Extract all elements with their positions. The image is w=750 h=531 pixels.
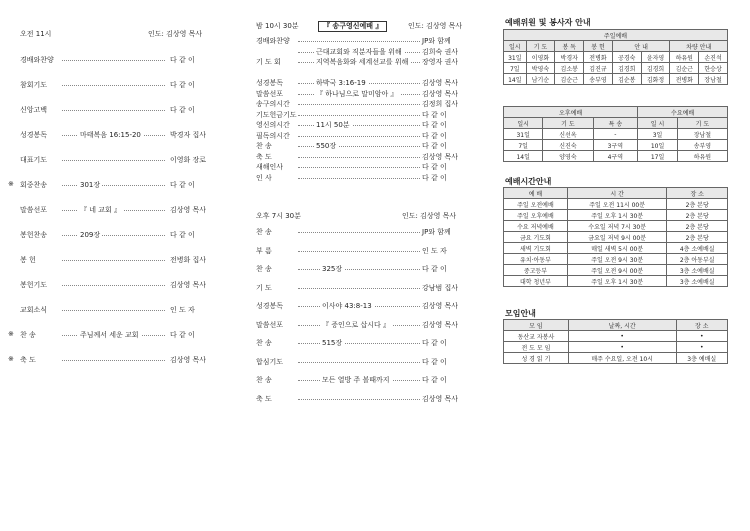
order-row	[250, 78, 470, 88]
order-row	[250, 131, 470, 141]
table-header-cell: 기 도	[526, 41, 555, 52]
order-label: 경배와찬양	[256, 37, 290, 45]
table-cell: 2층 본당	[667, 210, 728, 221]
evening-title: 밤 10시 30분	[256, 22, 299, 30]
table-cell: 이영화	[526, 52, 555, 63]
order-person: 강남범 집사	[422, 283, 459, 292]
table-header-cell: 봉 독	[555, 41, 584, 52]
table-header-cell: 모 임	[504, 320, 569, 331]
table-cell: 양영숙	[543, 151, 593, 162]
table-row	[504, 52, 728, 63]
order-person: 김희숙 권사	[422, 47, 459, 56]
table-row	[504, 276, 728, 287]
table-cell: 전병화	[584, 52, 613, 63]
dotted-leader	[298, 104, 420, 105]
order-row	[250, 68, 470, 78]
order-row	[250, 320, 470, 330]
table-cell: 전 도 모 임	[504, 342, 569, 353]
order-detail: 주님께서 세운 교회	[80, 331, 139, 339]
order-label: 찬 송	[256, 228, 272, 236]
table-row	[504, 63, 728, 74]
order-row	[0, 130, 240, 140]
volunteer-heading: 예배위원 및 봉사자 안내	[505, 18, 591, 27]
order-person: 다 같 이	[170, 231, 195, 239]
order-row	[0, 305, 240, 315]
evening-heading: 『 송구영신예배 』	[318, 21, 387, 32]
table-row	[504, 342, 728, 353]
order-row	[0, 280, 240, 290]
table-cell: 새벽 기도회	[504, 243, 568, 254]
table-cell: 2층 본당	[667, 221, 728, 232]
mark-icon: ※	[8, 330, 14, 338]
order-detail: 이사야 43:8-13	[322, 302, 372, 310]
order-label: 기 도	[256, 283, 272, 292]
order-label: 봉 헌	[20, 256, 36, 264]
order-person: 김상영 목사	[422, 79, 459, 87]
table-cell: 장남철	[699, 74, 728, 85]
table-cell: 7일	[504, 63, 527, 74]
order-person: 다 같 이	[170, 331, 195, 339]
order-detail: 『 증인으로 삽시다 』	[322, 320, 391, 329]
order-person: 김상영 목사	[170, 206, 207, 214]
table-cell: 2층 아동부실	[667, 254, 728, 265]
order-person: 김상영 목사	[170, 281, 207, 289]
table-cell: •	[568, 331, 676, 342]
dotted-leader	[298, 232, 420, 233]
table-cell: 주일 오전 9시 30분	[567, 254, 667, 265]
sunday-caption: 주일예배	[504, 30, 728, 41]
table-cell: 매일 새벽 5시 00분	[567, 243, 667, 254]
order-label: 기도헌금기도	[256, 110, 297, 119]
table-cell: •	[676, 331, 727, 342]
table-cell: 주일 오전 11시 00분	[567, 199, 667, 210]
order-label: 축 도	[256, 152, 272, 161]
order-label: 교회소식	[20, 306, 48, 314]
dotted-leader	[298, 41, 420, 42]
dotted-leader	[298, 167, 420, 168]
evening-leader: 인도: 김상영 목사	[408, 22, 463, 30]
table-cell: 박경자	[555, 52, 584, 63]
table-header-cell: 일 시	[638, 118, 678, 129]
table-cell: 17일	[638, 151, 678, 162]
order-label: 말씀선포	[256, 320, 284, 329]
table-cell: 손진석	[699, 52, 728, 63]
table-header-cell: 장 소	[667, 188, 728, 199]
dotted-leader	[298, 269, 420, 270]
order-label: 말씀선포	[20, 206, 48, 214]
order-label: 성경봉독	[256, 79, 284, 87]
pm-volunteer-table	[503, 106, 728, 162]
afternoon-title: 오후 7시 30분	[256, 212, 301, 220]
order-person: 다 같 이	[170, 106, 195, 114]
order-person: 김정희 집사	[422, 100, 459, 108]
order-row	[250, 120, 470, 130]
table-header-cell: 기 도	[543, 118, 593, 129]
order-person: 다 같 이	[422, 131, 447, 140]
evening-service	[250, 0, 470, 531]
order-label: 기 도 회	[256, 58, 281, 66]
order-person: JP와 함께	[422, 37, 451, 45]
dotted-leader	[62, 360, 165, 361]
order-label: 찬 송	[256, 339, 272, 347]
order-person: 다 같 이	[422, 173, 447, 182]
table-row	[504, 331, 728, 342]
table-cell: 성 경 읽 기	[504, 353, 569, 364]
order-detail: 515장	[322, 339, 343, 347]
table-header-cell: 안 내	[612, 41, 670, 52]
meetings-heading: 모임안내	[505, 309, 536, 318]
order-row	[250, 246, 470, 256]
morning-leader: 인도: 김상영 목사	[148, 30, 203, 38]
dotted-leader	[298, 399, 420, 400]
order-label: 성경봉독	[256, 302, 284, 310]
table-cell: 동산교 자봉사	[504, 331, 569, 342]
order-row	[250, 141, 470, 151]
order-row	[250, 173, 470, 183]
table-cell: 신진숙	[543, 140, 593, 151]
table-cell: 31일	[504, 129, 543, 140]
order-label: 합심기도	[256, 357, 284, 366]
table-cell: 신선옥	[543, 129, 593, 140]
meetings-table	[503, 319, 728, 364]
order-person: 전병화 집사	[170, 256, 207, 264]
order-person: 김상영 목사	[170, 356, 207, 364]
order-row	[0, 330, 240, 340]
dotted-leader	[298, 251, 420, 252]
order-label: 필독의시간	[256, 131, 290, 140]
order-label: 찬 송	[20, 331, 36, 339]
service-times-table	[503, 187, 728, 287]
table-cell: 14일	[504, 151, 543, 162]
order-person: 다 같 이	[422, 121, 447, 129]
order-person: 장영자 권사	[422, 58, 459, 66]
table-cell: 31일	[504, 52, 527, 63]
table-header-cell: 특 송	[593, 118, 638, 129]
table-header-cell: 기 도	[677, 118, 727, 129]
order-row	[0, 180, 240, 190]
table-cell: 송부영	[677, 140, 727, 151]
order-label: 경배와찬양	[20, 56, 54, 64]
table-row	[504, 140, 728, 151]
table-cell: 김순근	[555, 74, 584, 85]
order-person: JP와 함께	[422, 228, 451, 236]
table-cell: 윤자영	[641, 52, 670, 63]
table-cell: 한승상	[699, 63, 728, 74]
table-cell: 주일 오후 1시 30분	[567, 210, 667, 221]
table-header-cell: 일시	[504, 118, 543, 129]
table-header-cell: 예 배	[504, 188, 568, 199]
mark-icon: ※	[8, 180, 14, 188]
order-person: 다 같 이	[170, 81, 195, 89]
order-row	[0, 230, 240, 240]
order-detail: 마태복음 16:15-20	[80, 131, 141, 139]
order-row	[250, 162, 470, 172]
order-person: 이영화 장로	[170, 156, 207, 164]
table-cell: 주일 오후 1시 30분	[567, 276, 667, 287]
table-header-cell: 일시	[504, 41, 527, 52]
order-person: 다 같 이	[422, 376, 447, 384]
table-cell: 7일	[504, 140, 543, 151]
order-label: 찬 송	[256, 376, 272, 384]
order-label: 인 사	[256, 173, 272, 182]
table-cell: 2층 본당	[667, 199, 728, 210]
order-person: 박경자 집사	[170, 131, 207, 139]
order-detail: 하박국 3:16-19	[316, 79, 366, 87]
table-row	[504, 199, 728, 210]
order-detail: 지역복음화와 세계선교를 위해	[316, 58, 409, 66]
order-person: 김상영 목사	[422, 302, 459, 310]
pm-caption: 오후예배	[504, 107, 638, 118]
table-cell: 3층 소예배실	[667, 276, 728, 287]
table-cell: 10일	[638, 140, 678, 151]
table-cell: 유치·아동부	[504, 254, 568, 265]
order-label: 봉헌기도	[20, 281, 48, 289]
table-cell: 금요 기도회	[504, 232, 568, 243]
order-row	[250, 283, 470, 293]
table-cell: •	[676, 342, 727, 353]
order-person: 인 도 자	[422, 246, 447, 255]
order-row	[250, 57, 470, 67]
order-row	[250, 110, 470, 120]
order-label: 말씀선포	[256, 89, 284, 98]
order-detail: 550장	[316, 142, 337, 150]
order-detail: 모든 열방 주 볼때까지	[322, 376, 390, 384]
order-label: 송구의시간	[256, 100, 290, 108]
order-label: 대표기도	[20, 156, 48, 164]
order-person: 김상영 목사	[422, 152, 459, 161]
order-label: 찬 송	[256, 265, 272, 273]
morning-title: 오전 11시	[20, 30, 52, 38]
dotted-leader	[62, 260, 165, 261]
order-label: 축 도	[256, 394, 272, 403]
dotted-leader	[298, 178, 420, 179]
table-header-cell: 시 간	[567, 188, 667, 199]
order-label: 참회기도	[20, 81, 48, 89]
order-label: 새해인사	[256, 163, 284, 171]
table-cell: 3층 소예배실	[667, 265, 728, 276]
table-cell: 주일 오후예배	[504, 210, 568, 221]
order-label: 성경봉독	[20, 131, 48, 139]
order-row	[250, 357, 470, 367]
order-detail: 근대교회와 직분자들을 위해	[316, 47, 402, 56]
order-row	[0, 155, 240, 165]
order-person: 다 같 이	[170, 56, 195, 64]
table-cell: 4층 소예배실	[667, 243, 728, 254]
order-person: 다 같 이	[170, 181, 195, 189]
order-row	[250, 47, 470, 57]
order-person: 김상영 목사	[422, 320, 459, 329]
table-cell: 남기순	[526, 74, 555, 85]
order-row	[250, 89, 470, 99]
table-cell: 3구역	[593, 140, 638, 151]
dotted-leader	[62, 160, 165, 161]
table-cell: 2층 본당	[667, 232, 728, 243]
table-cell: 중고등부	[504, 265, 568, 276]
order-row	[250, 99, 470, 109]
order-detail: 『 네 교회 』	[80, 206, 121, 214]
order-detail: 11시 50분	[316, 121, 350, 129]
table-header-cell: 차량 안내	[670, 41, 728, 52]
order-row	[250, 394, 470, 404]
morning-service	[0, 0, 240, 531]
table-row	[504, 232, 728, 243]
dotted-leader	[62, 285, 165, 286]
order-label: 부 름	[256, 246, 272, 255]
order-row	[250, 36, 470, 46]
order-row	[250, 152, 470, 162]
table-cell: 금요일 저녁 9시 00분	[567, 232, 667, 243]
dotted-leader	[62, 60, 165, 61]
table-cell: 수요일 저녁 7시 30분	[567, 221, 667, 232]
sunday-volunteer-table	[503, 29, 728, 85]
info-panel	[503, 0, 728, 531]
table-header-cell: 장 소	[676, 320, 727, 331]
order-label: 영신의시간	[256, 121, 290, 129]
order-row	[0, 55, 240, 65]
table-row	[504, 74, 728, 85]
table-cell: 송부영	[584, 74, 613, 85]
order-detail: 『 하나님으로 말미암아 』	[316, 89, 398, 98]
table-row	[504, 151, 728, 162]
table-cell: •	[568, 342, 676, 353]
order-row	[250, 264, 470, 274]
dotted-leader	[62, 110, 165, 111]
table-row	[504, 353, 728, 364]
table-cell: 공경숙	[612, 52, 641, 63]
order-row	[250, 227, 470, 237]
table-row	[504, 254, 728, 265]
dotted-leader	[298, 362, 420, 363]
table-cell: 김화정	[641, 74, 670, 85]
table-header-cell: 날짜, 시간	[568, 320, 676, 331]
dotted-leader	[298, 288, 420, 289]
order-person: 김상영 목사	[422, 89, 459, 98]
table-cell: 김경희	[641, 63, 670, 74]
dotted-leader	[62, 85, 165, 86]
table-cell: 박영숙	[526, 63, 555, 74]
table-cell: 매주 수요일, 오전 10시	[568, 353, 676, 364]
table-cell: 3층 예배실	[676, 353, 727, 364]
table-cell: 주일 오전예배	[504, 199, 568, 210]
table-cell: 14일	[504, 74, 527, 85]
order-row	[0, 80, 240, 90]
table-cell: 대학 청년부	[504, 276, 568, 287]
table-cell: 하유원	[670, 52, 699, 63]
mark-icon: ※	[8, 355, 14, 363]
table-header-cell: 봉 헌	[584, 41, 613, 52]
order-row	[250, 375, 470, 385]
order-person: 인 도 자	[170, 306, 195, 314]
dotted-leader	[298, 157, 420, 158]
order-row	[0, 355, 240, 365]
table-cell: 4구역	[593, 151, 638, 162]
order-person: 다 같 이	[422, 339, 447, 347]
order-person: 다 같 이	[422, 163, 447, 171]
afternoon-leader: 인도: 김상영 목사	[402, 212, 457, 220]
table-row	[504, 210, 728, 221]
order-person: 김상영 목사	[422, 394, 459, 403]
table-row	[504, 129, 728, 140]
order-label: 축 도	[20, 356, 36, 364]
order-detail: 209장	[80, 231, 101, 239]
order-row	[0, 105, 240, 115]
table-row	[504, 221, 728, 232]
order-row	[250, 338, 470, 348]
table-cell: 장남철	[677, 129, 727, 140]
order-row	[0, 205, 240, 215]
table-cell: -	[593, 129, 638, 140]
dotted-leader	[298, 136, 420, 137]
order-label: 봉헌찬송	[20, 231, 48, 239]
table-cell: 김경희	[612, 63, 641, 74]
table-cell: 김진규	[584, 63, 613, 74]
order-person: 다 같 이	[422, 142, 447, 150]
table-row	[504, 265, 728, 276]
order-person: 다 같 이	[422, 265, 447, 273]
table-cell: 하유원	[677, 151, 727, 162]
dotted-leader	[298, 343, 420, 344]
table-cell: 수요 저녁예배	[504, 221, 568, 232]
order-person: 다 같 이	[422, 357, 447, 366]
order-person: 다 같 이	[422, 110, 447, 119]
times-heading: 예배시간안내	[505, 177, 552, 186]
table-cell: 김순근	[670, 63, 699, 74]
order-row	[0, 255, 240, 265]
dotted-leader	[62, 310, 165, 311]
order-label: 찬 송	[256, 142, 272, 150]
wed-caption: 수요예배	[638, 107, 728, 118]
order-row	[250, 301, 470, 311]
table-cell: 김소봉	[555, 63, 584, 74]
order-label: 회중찬송	[20, 181, 48, 189]
table-cell: 3일	[638, 129, 678, 140]
table-cell: 전병화	[670, 74, 699, 85]
table-row	[504, 243, 728, 254]
dotted-leader	[298, 115, 420, 116]
table-cell: 주일 오전 9시 00분	[567, 265, 667, 276]
order-detail: 325장	[322, 265, 343, 273]
order-label: 신앙고백	[20, 106, 48, 114]
order-detail: 301장	[80, 181, 101, 189]
table-cell: 김순봉	[612, 74, 641, 85]
